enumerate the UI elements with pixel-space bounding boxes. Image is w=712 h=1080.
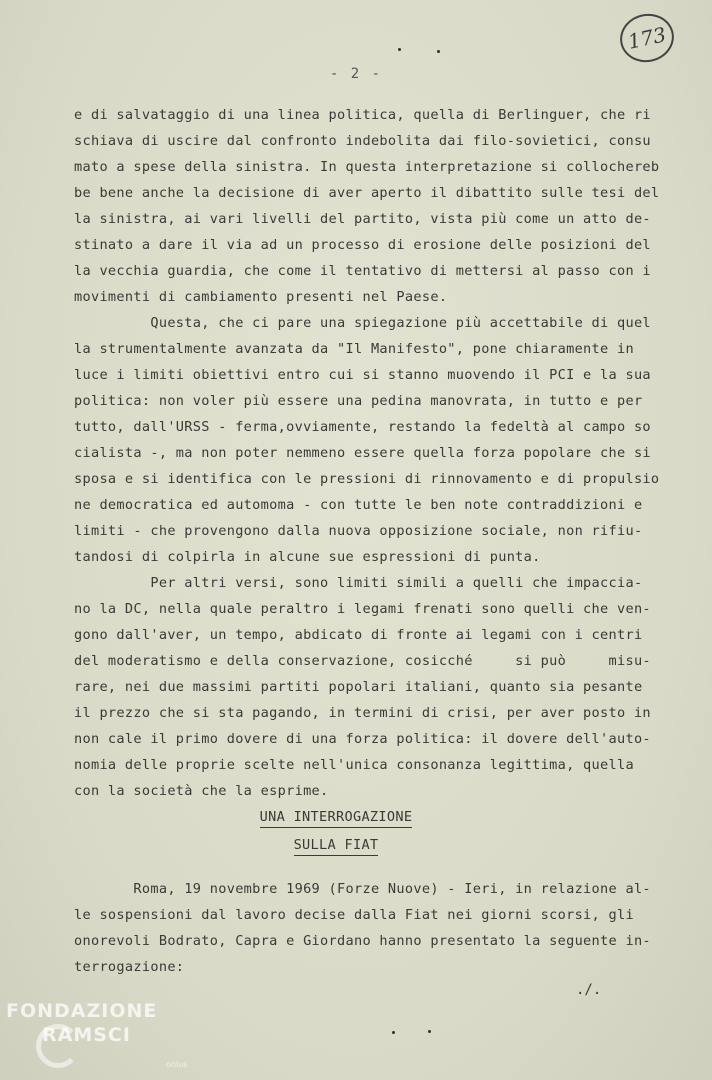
text-line: con la società che la esprime. bbox=[74, 783, 329, 799]
text-line: la sinistra, ai vari livelli del partito, vista più come un atto de- bbox=[74, 211, 651, 227]
fondazione-gramsci-watermark: FONDAZIONE RAMSCI onlus bbox=[6, 1000, 188, 1069]
watermark-g-logo bbox=[36, 1024, 80, 1068]
punch-dot bbox=[437, 50, 440, 53]
text-line: stinato a dare il via ad un processo di erosione delle posizioni del bbox=[74, 237, 651, 253]
text-line: terrogazione: bbox=[74, 959, 185, 975]
text-line: movimenti di cambiamento presenti nel Paese. bbox=[74, 289, 448, 305]
text-line: tutto, dall'URSS - ferma,ovviamente, restando la fedeltà al campo so bbox=[74, 419, 651, 435]
text-line: onorevoli Bodrato, Capra e Giordano hanno presentato la seguente in- bbox=[74, 933, 651, 949]
text-line: rare, nei due massimi partiti popolari italiani, quanto sia pesante bbox=[74, 679, 643, 695]
text-line: sposa e si identifica con le pressioni di rinnovamento e di propulsio bbox=[74, 471, 660, 487]
punch-dot bbox=[428, 1030, 431, 1033]
section-heading-line1: UNA INTERROGAZIONE bbox=[0, 809, 672, 825]
text-line: mato a spese della sinistra. In questa interpretazione si collochereb bbox=[74, 159, 660, 175]
text-line: il prezzo che si sta pagando, in termini di crisi, per aver posto in bbox=[74, 705, 651, 721]
text-line: be bene anche la decisione di aver aperto il dibattito sulle tesi del bbox=[74, 185, 660, 201]
punch-dot bbox=[392, 1031, 395, 1034]
text-line: Questa, che ci pare una spiegazione più accettabile di quel bbox=[74, 315, 651, 331]
punch-dot bbox=[398, 48, 401, 51]
text-line: nomia delle proprie scelte nell'unica consonanza legittima, quella bbox=[74, 757, 634, 773]
body-text-main bbox=[74, 102, 660, 804]
text-line: la vecchia guardia, che come il tentativo di mettersi al passo con i bbox=[74, 263, 651, 279]
text-line: del moderatismo e della conservazione, cosicché si può misu- bbox=[74, 653, 651, 669]
text-line: non cale il primo dovere di una forza politica: il dovere dell'auto- bbox=[74, 731, 651, 747]
text-line: Roma, 19 novembre 1969 (Forze Nuove) - Ieri, in relazione al- bbox=[74, 881, 651, 897]
text-line: gono dall'aver, un tempo, abdicato di fronte ai legami con i centri bbox=[74, 627, 643, 643]
text-line: cialista -, ma non poter nemmeno essere quella forza popolare che si bbox=[74, 445, 651, 461]
text-line: e di salvataggio di una linea politica, quella di Berlinguer, che ri bbox=[74, 107, 651, 123]
section-heading-line2: SULLA FIAT bbox=[0, 837, 672, 853]
page-number: - 2 - bbox=[329, 66, 383, 82]
text-line: Per altri versi, sono limiti simili a quelli che impaccia- bbox=[74, 575, 643, 591]
continuation-mark: ./. bbox=[576, 982, 602, 998]
text-line: schiava di uscire dal confronto indebolita dai filo-sovietici, consu bbox=[74, 133, 651, 149]
archive-stamp: 173 bbox=[616, 9, 679, 67]
body-text-interrogation bbox=[74, 876, 654, 980]
text-line: tandosi di colpirla in alcune sue espressioni di punta. bbox=[74, 549, 541, 565]
text-line: no la DC, nella quale peraltro i legami frenati sono quelli che ven- bbox=[74, 601, 651, 617]
text-line: le sospensioni dal lavoro decise dalla Fiat nei giorni scorsi, gli bbox=[74, 907, 634, 923]
text-line: luce i limiti obiettivi entro cui si stanno muovendo il PCI e la sua bbox=[74, 367, 651, 383]
text-line: la strumentalmente avanzata da "Il Manifesto", pone chiaramente in bbox=[74, 341, 634, 357]
text-line: ne democratica ed automoma - con tutte le ben note contraddizioni e bbox=[74, 497, 643, 513]
text-line: limiti - che provengono dalla nuova opposizione sociale, non rifiu- bbox=[74, 523, 643, 539]
text-line: politica: non voler più essere una pedina manovrata, in tutto e per bbox=[74, 393, 643, 409]
